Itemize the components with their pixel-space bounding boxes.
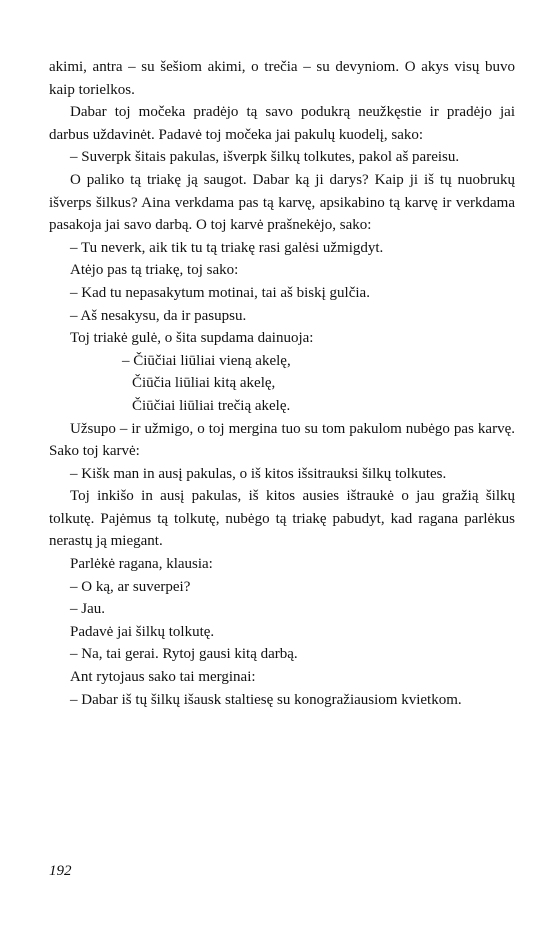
song-line: Čiūčiai liūliai trečią akelę. — [132, 397, 291, 414]
paragraph: – Aš nesakysu, da ir pasupsu. — [70, 307, 247, 324]
paragraph: Padavė jai šilkų tolkutę. — [70, 623, 215, 640]
paragraph: – Tu neverk, aik tik tu tą triakę rasi galėsi užmigdyt. — [70, 239, 384, 256]
paragraph: Ant rytojaus sako tai merginai: — [70, 669, 256, 686]
paragraph: Toj inkišo in ausį pakulas, iš kitos ausies ištraukė o jau gražią šilkų tolkutę. Pajėmus tą tolkutę, nubėgo tą triakę pabudyt, kad ragana parlėkus nerastų ją miegant. — [49, 488, 515, 550]
paragraph: – O ką, ar suverpei? — [70, 578, 191, 595]
song-line: – Čiūčiai liūliai vieną akelę, — [122, 352, 291, 369]
paragraph: Dabar toj močeka pradėjo tą savo podukrą neužkęstie ir pradėjo jai darbus uždavinėt. Padavė toj močeka jai pakulų kuodelį, sako: — [49, 104, 515, 143]
paragraph: Parlėkė ragana, klausia: — [70, 556, 213, 573]
paragraph: Užsupo – ir užmigo, o toj mergina tuo su tom pakulom nubėgo pas karvę. Sako toj karvė: — [49, 420, 515, 460]
paragraph: O paliko tą triakę ją saugot. Dabar ką ji darys? Kaip ji iš tų nuobrukų išverps šilkus? Aina verkdama pas tą karvę, apsikabino tą karvę ir verkdama pasakoja jai savo darbą. O toj karvė prašnekėjo, sako: — [49, 171, 515, 234]
paragraph: – Jau. — [70, 601, 105, 618]
song-line: Čiūčia liūliai kitą akelę, — [132, 375, 276, 392]
page-number: 192 — [49, 863, 72, 879]
paragraph: – Kišk man in ausį pakulas, o iš kitos išsitrauksi šilkų tolkutes. — [70, 465, 447, 482]
paragraph: – Suverpk šitais pakulas, išverpk šilkų tolkutes, pakol aš pareisu. — [70, 149, 460, 166]
paragraph: – Kad tu nepasakytum motinai, tai aš biskį gulčia. — [70, 284, 370, 301]
paragraph: – Dabar iš tų šilkų išausk staltiesę su konogražiausiom kvietkom. — [70, 691, 462, 708]
paragraph: akimi, antra – su šešiom akimi, o trečia – su devyniom. O akys visų buvo kaip torielkos. — [49, 59, 515, 98]
paragraph: – Na, tai gerai. Rytoj gausi kitą darbą. — [70, 646, 298, 663]
paragraph: Toj triakė gulė, o šita supdama dainuoja: — [70, 330, 314, 347]
page-text — [49, 56, 515, 711]
paragraph: Atėjo pas tą triakę, toj sako: — [70, 262, 239, 279]
